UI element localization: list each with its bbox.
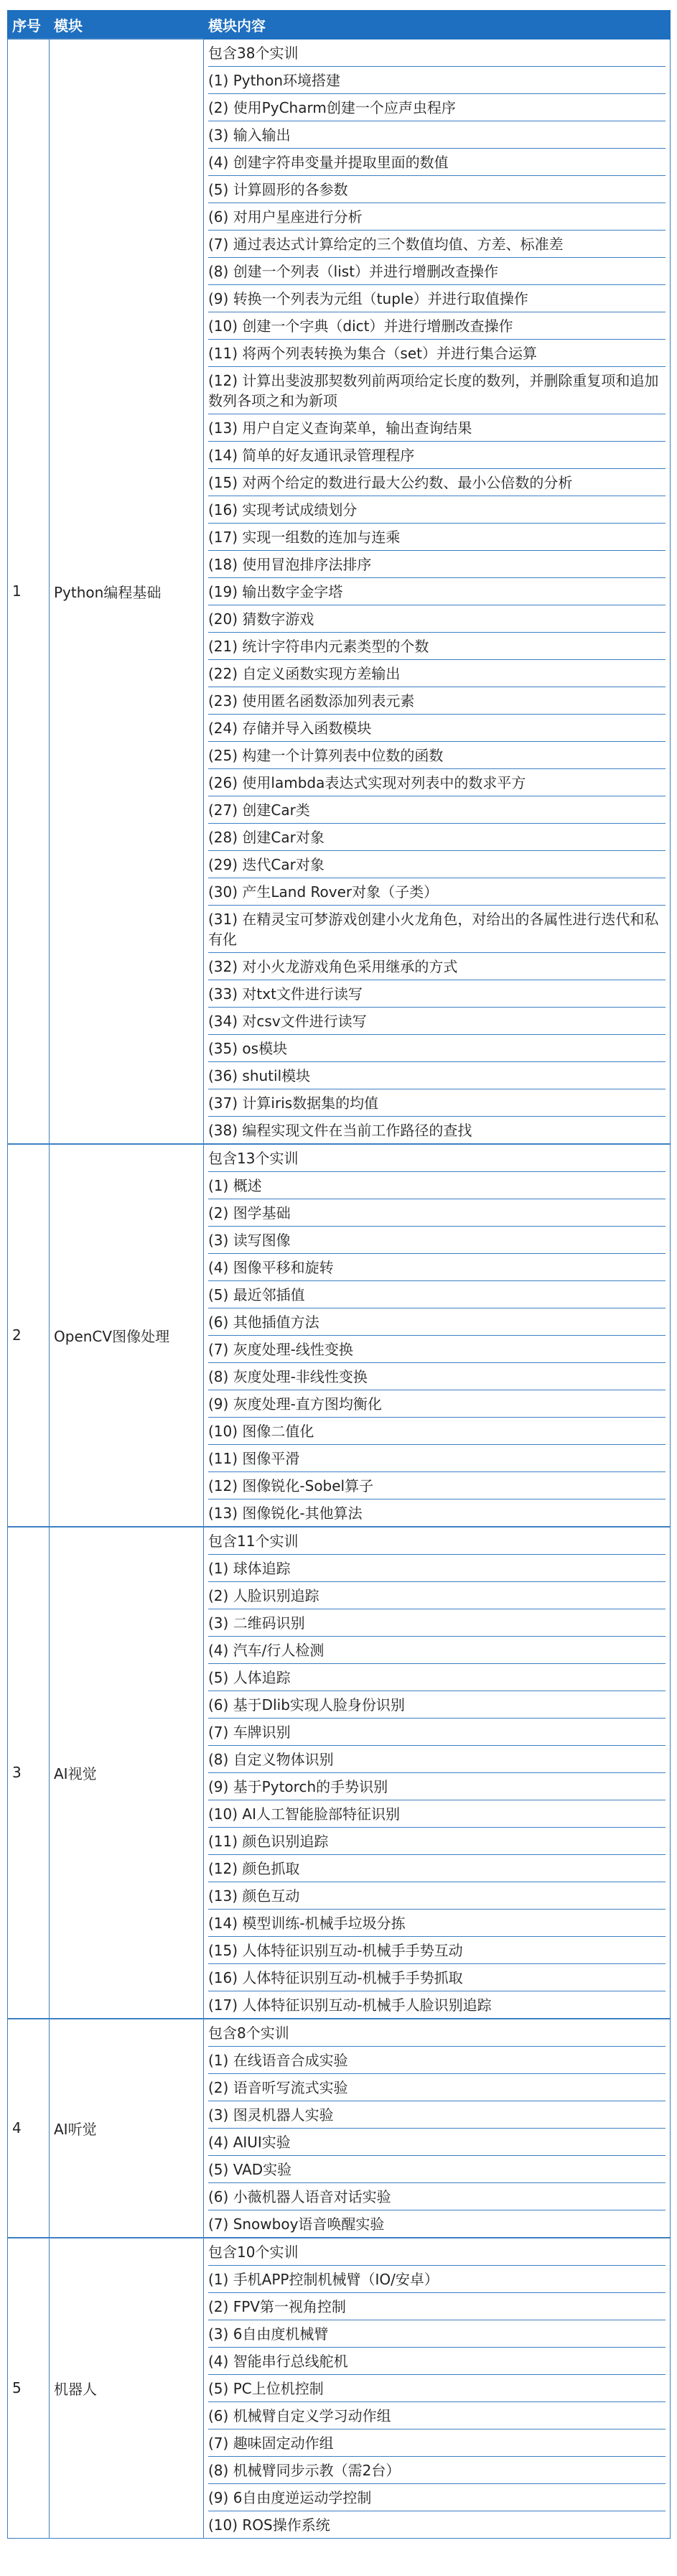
list-item: (11) 颜色识别追踪 xyxy=(208,1828,666,1855)
row-module: AI视觉 xyxy=(50,1527,204,2019)
list-item: (24) 存储并导入函数模块 xyxy=(208,715,666,742)
list-item: (26) 使用lambda表达式实现对列表中的数求平方 xyxy=(208,769,666,796)
table-row xyxy=(8,1527,671,2019)
list-item: (10) AI人工智能脸部特征识别 xyxy=(208,1800,666,1828)
list-item: (17) 实现一组数的连加与连乘 xyxy=(208,524,666,551)
list-item: (2) 使用PyCharm创建一个应声虫程序 xyxy=(208,94,666,121)
list-item: (6) 其他插值方法 xyxy=(208,1308,666,1336)
list-item: (30) 产生Land Rover对象（子类） xyxy=(208,878,666,906)
list-item: (6) 对用户星座进行分析 xyxy=(208,203,666,231)
list-item: (29) 迭代Car对象 xyxy=(208,851,666,878)
list-item: (16) 人体特征识别互动-机械手手势抓取 xyxy=(208,1964,666,1991)
list-item: (12) 颜色抓取 xyxy=(208,1855,666,1882)
row-serial: 5 xyxy=(8,2238,50,2539)
course-module-table xyxy=(7,10,671,2539)
row-serial: 2 xyxy=(8,1144,50,1527)
list-item: (9) 灰度处理-直方图均衡化 xyxy=(208,1390,666,1418)
list-item: (31) 在精灵宝可梦游戏创建小火龙角色，对给出的各属性进行迭代和私有化 xyxy=(208,906,666,953)
list-item: (14) 模型训练-机械手垃圾分拣 xyxy=(208,1910,666,1937)
list-item: (8) 自定义物体识别 xyxy=(208,1746,666,1773)
list-item: (1) Python环境搭建 xyxy=(208,67,666,94)
list-item: (38) 编程实现文件在当前工作路径的查找 xyxy=(208,1121,472,1139)
content-summary: 包含13个实训 xyxy=(208,1145,666,1172)
row-serial: 1 xyxy=(8,39,50,1144)
list-item: (10) 图像二值化 xyxy=(208,1418,666,1445)
table-body xyxy=(8,39,671,2538)
list-item: (8) 创建一个列表（list）并进行增删改查操作 xyxy=(208,258,666,285)
list-item: (21) 统计字符串内元素类型的个数 xyxy=(208,633,666,660)
row-content xyxy=(204,2019,671,2238)
list-item: (3) 二维码识别 xyxy=(208,1609,666,1637)
table-row xyxy=(8,1144,671,1527)
list-item: (36) shutil模块 xyxy=(208,1062,666,1089)
list-item: (5) VAD实验 xyxy=(208,2156,666,2183)
list-item: (2) FPV第一视角控制 xyxy=(208,2293,666,2320)
table-row xyxy=(8,2019,671,2238)
list-item: (1) 在线语音合成实验 xyxy=(208,2047,666,2074)
list-item: (4) 汽车/行人检测 xyxy=(208,1637,666,1664)
list-item: (15) 人体特征识别互动-机械手手势互动 xyxy=(208,1937,666,1964)
list-item: (9) 6自由度逆运动学控制 xyxy=(208,2484,666,2511)
list-item: (1) 概述 xyxy=(208,1172,666,1199)
list-item: (4) AIUI实验 xyxy=(208,2129,666,2156)
row-content xyxy=(204,1527,671,2019)
list-item: (12) 图像锐化-Sobel算子 xyxy=(208,1472,666,1499)
list-item: (20) 猜数字游戏 xyxy=(208,605,666,633)
row-serial: 3 xyxy=(8,1527,50,2019)
header-serial: 序号 xyxy=(8,11,50,39)
list-item: (11) 图像平滑 xyxy=(208,1445,666,1472)
list-item: (5) PC上位机控制 xyxy=(208,2375,666,2402)
row-module: OpenCV图像处理 xyxy=(50,1144,204,1527)
content-summary: 包含11个实训 xyxy=(208,1528,666,1555)
list-item: (6) 基于Dlib实现人脸身份识别 xyxy=(208,1691,666,1719)
list-item: (4) 创建字符串变量并提取里面的数值 xyxy=(208,149,666,176)
list-item: (7) 通过表达式计算给定的三个数值均值、方差、标准差 xyxy=(208,231,666,258)
list-item: (11) 将两个列表转换为集合（set）并进行集合运算 xyxy=(208,340,666,367)
list-item: (37) 计算iris数据集的均值 xyxy=(208,1089,666,1117)
list-item: (15) 对两个给定的数进行最大公约数、最小公倍数的分析 xyxy=(208,469,666,496)
list-item: (7) Snowboy语音唤醒实验 xyxy=(208,2215,385,2233)
row-serial: 4 xyxy=(8,2019,50,2238)
list-item: (3) 图灵机器人实验 xyxy=(208,2101,666,2129)
list-item: (6) 小薇机器人语音对话实验 xyxy=(208,2183,666,2210)
list-item: (2) 图学基础 xyxy=(208,1199,666,1227)
list-item: (34) 对csv文件进行读写 xyxy=(208,1008,666,1035)
list-item: (9) 基于Pytorch的手势识别 xyxy=(208,1773,666,1800)
row-module: Python编程基础 xyxy=(50,39,204,1144)
list-item: (5) 人体追踪 xyxy=(208,1664,666,1691)
row-content xyxy=(204,39,671,1144)
list-item: (9) 转换一个列表为元组（tuple）并进行取值操作 xyxy=(208,285,666,312)
list-item: (3) 读写图像 xyxy=(208,1227,666,1254)
header-content: 模块内容 xyxy=(204,11,671,39)
row-content xyxy=(204,1144,671,1527)
list-item: (10) ROS操作系统 xyxy=(208,2516,330,2534)
content-summary: 包含8个实训 xyxy=(208,2019,666,2047)
list-item: (7) 灰度处理-线性变换 xyxy=(208,1336,666,1363)
list-item: (8) 机械臂同步示教（需2台） xyxy=(208,2457,666,2484)
list-item: (2) 人脸识别追踪 xyxy=(208,1582,666,1609)
list-item: (3) 输入输出 xyxy=(208,121,666,149)
list-item: (8) 灰度处理-非线性变换 xyxy=(208,1363,666,1390)
list-item: (22) 自定义函数实现方差输出 xyxy=(208,660,666,687)
list-item: (1) 手机APP控制机械臂（IO/安卓） xyxy=(208,2266,666,2293)
list-item: (1) 球体追踪 xyxy=(208,1555,666,1582)
list-item: (35) os模块 xyxy=(208,1035,666,1062)
list-item: (10) 创建一个字典（dict）并进行增删改查操作 xyxy=(208,312,666,340)
list-item: (5) 计算圆形的各参数 xyxy=(208,176,666,203)
list-item: (19) 输出数字金字塔 xyxy=(208,578,666,605)
list-item: (6) 机械臂自定义学习动作组 xyxy=(208,2402,666,2429)
table-row xyxy=(8,39,671,1144)
content-summary: 包含10个实训 xyxy=(208,2238,666,2266)
list-item: (12) 计算出斐波那契数列前两项给定长度的数列，并删除重复项和追加数列各项之和为新项 xyxy=(208,367,666,414)
header-module: 模块 xyxy=(50,11,204,39)
list-item: (4) 图像平移和旋转 xyxy=(208,1254,666,1281)
list-item: (25) 构建一个计算列表中位数的函数 xyxy=(208,742,666,769)
list-item: (27) 创建Car类 xyxy=(208,796,666,824)
row-module: AI听觉 xyxy=(50,2019,204,2238)
table-header-row xyxy=(8,11,671,39)
list-item: (7) 趣味固定动作组 xyxy=(208,2429,666,2457)
list-item: (18) 使用冒泡排序法排序 xyxy=(208,551,666,578)
row-module: 机器人 xyxy=(50,2238,204,2539)
list-item: (13) 颜色互动 xyxy=(208,1882,666,1910)
list-item: (13) 图像锐化-其他算法 xyxy=(208,1504,363,1522)
list-item: (32) 对小火龙游戏角色采用继承的方式 xyxy=(208,953,666,980)
list-item: (16) 实现考试成绩划分 xyxy=(208,496,666,524)
content-summary: 包含38个实训 xyxy=(208,39,666,67)
table-row xyxy=(8,2238,671,2539)
list-item: (13) 用户自定义查询菜单，输出查询结果 xyxy=(208,414,666,442)
list-item: (33) 对txt文件进行读写 xyxy=(208,980,666,1008)
list-item: (3) 6自由度机械臂 xyxy=(208,2320,666,2348)
list-item: (17) 人体特征识别互动-机械手人脸识别追踪 xyxy=(208,1996,492,2014)
list-item: (7) 车牌识别 xyxy=(208,1719,666,1746)
list-item: (23) 使用匿名函数添加列表元素 xyxy=(208,687,666,715)
row-content xyxy=(204,2238,671,2539)
list-item: (2) 语音听写流式实验 xyxy=(208,2074,666,2101)
list-item: (5) 最近邻插值 xyxy=(208,1281,666,1308)
list-item: (14) 简单的好友通讯录管理程序 xyxy=(208,442,666,469)
list-item: (4) 智能串行总线舵机 xyxy=(208,2348,666,2375)
list-item: (28) 创建Car对象 xyxy=(208,824,666,851)
